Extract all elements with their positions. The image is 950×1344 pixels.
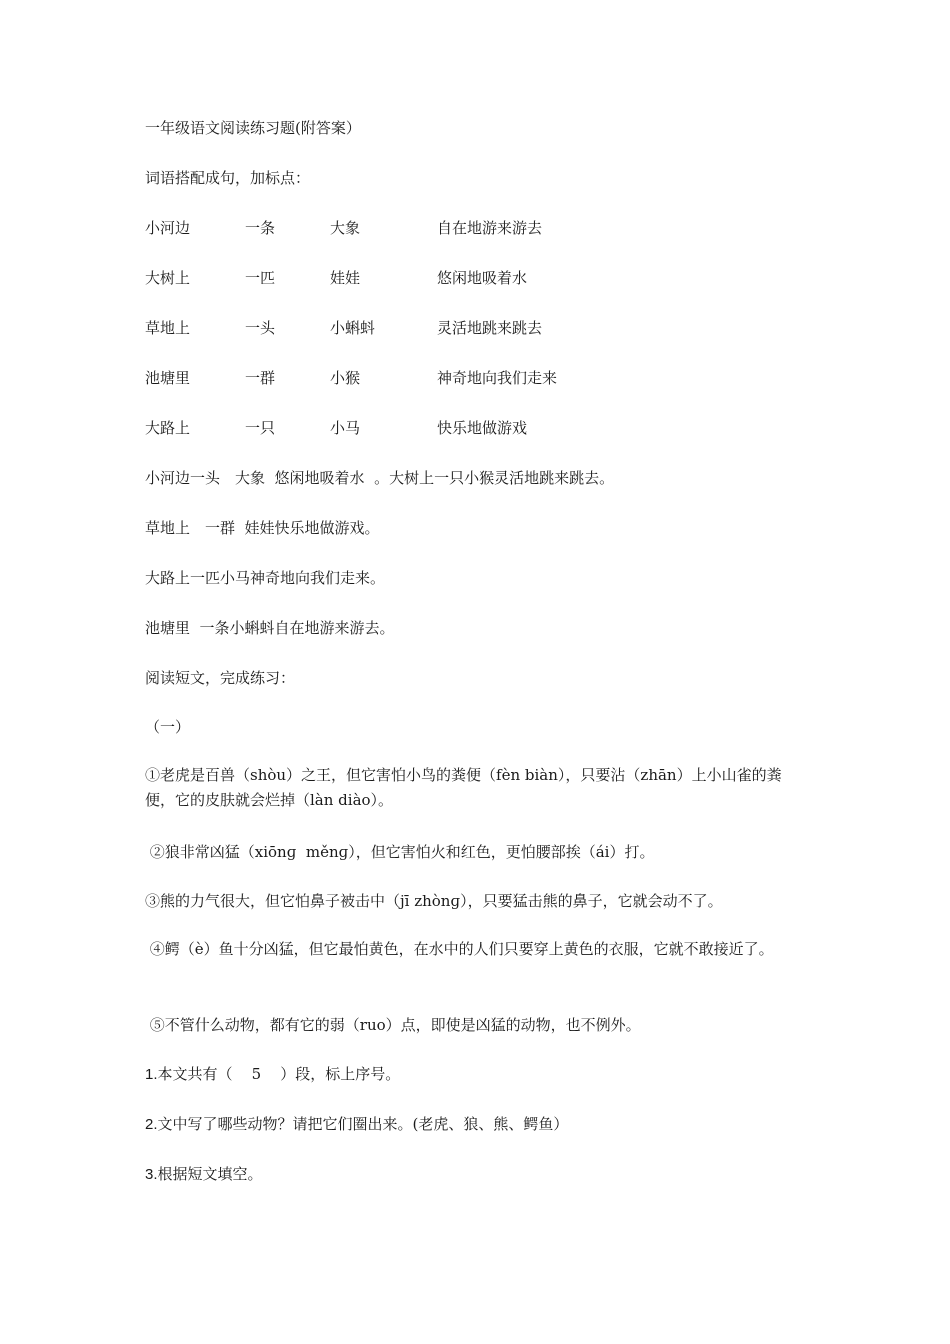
question-text: 文中写了哪些动物？请把它们圈出来。(老虎、狼、熊、鳄鱼） (157, 1115, 569, 1133)
answer-sentence: 草地上 一群 娃娃快乐地做游戏。 (145, 519, 380, 537)
animal-cell: 娃娃 (330, 269, 361, 287)
answer-sentence: 大路上一匹小马神奇地向我们走来。 (145, 569, 386, 587)
answer-sentence: 小河边一头 大象 悠闲地吸着水 。大树上一只小猴灵活地跳来跳去。 (145, 469, 615, 487)
place-cell: 大树上 (145, 269, 191, 287)
action-cell: 快乐地做游戏 (437, 419, 528, 437)
passage-paragraph: ③熊的力气很大，但它怕鼻子被击中（jī zhònɡ），只要猛击熊的鼻子，它就会动不了。 (145, 892, 723, 910)
animal-cell: 小猴 (330, 369, 361, 387)
part-label: （一） (145, 718, 191, 736)
document-title: 一年级语文阅读练习题(附答案） (145, 119, 361, 137)
animal-cell: 小蝌蚪 (330, 319, 376, 337)
measure-word-cell: 一只 (245, 419, 276, 437)
passage-paragraph: ②狼非常凶猛（xiōnɡ měnɡ），但它害怕火和红色，更怕腰部挨（ái）打。 (145, 843, 655, 861)
answer-sentence: 池塘里 一条小蝌蚪自在地游来游去。 (145, 619, 395, 637)
measure-word-cell: 一匹 (245, 269, 276, 287)
action-cell: 灵活地跳来跳去 (437, 319, 543, 337)
action-cell: 自在地游来游去 (437, 219, 543, 237)
question-item (145, 1064, 400, 1085)
question-number: 1. (145, 1066, 158, 1083)
place-cell: 草地上 (145, 319, 191, 337)
place-cell: 池塘里 (145, 369, 191, 387)
section-heading-matching: 词语搭配成句，加标点： (145, 169, 311, 187)
measure-word-cell: 一群 (245, 369, 276, 387)
animal-cell: 大象 (330, 219, 361, 237)
question-number: 3. (145, 1166, 158, 1183)
animal-cell: 小马 (330, 419, 361, 437)
passage-paragraph: ①老虎是百兽（shòu）之王，但它害怕小鸟的粪便（fèn biàn），只要沾（zhān）上小山雀的粪便，它的皮肤就会烂掉（làn diào）。 (145, 766, 782, 809)
place-cell: 小河边 (145, 219, 191, 237)
question-text: 本文共有（ 5 ）段，标上序号。 (157, 1065, 401, 1083)
question-item (145, 1164, 263, 1185)
measure-word-cell: 一条 (245, 219, 276, 237)
action-cell: 神奇地向我们走来 (437, 369, 558, 387)
question-text: 根据短文填空。 (157, 1165, 263, 1183)
place-cell: 大路上 (145, 419, 191, 437)
action-cell: 悠闲地吸着水 (437, 269, 528, 287)
measure-word-cell: 一头 (245, 319, 276, 337)
question-item (145, 1114, 568, 1135)
section-heading-reading: 阅读短文，完成练习： (145, 669, 296, 687)
passage-paragraph: ④鳄（è）鱼十分凶猛，但它最怕黄色，在水中的人们只要穿上黄色的衣服，它就不敢接近了。 (145, 940, 774, 958)
passage-paragraph: ⑤不管什么动物，都有它的弱（ruo）点，即使是凶猛的动物，也不例外。 (145, 1016, 641, 1034)
question-number: 2. (145, 1116, 158, 1133)
